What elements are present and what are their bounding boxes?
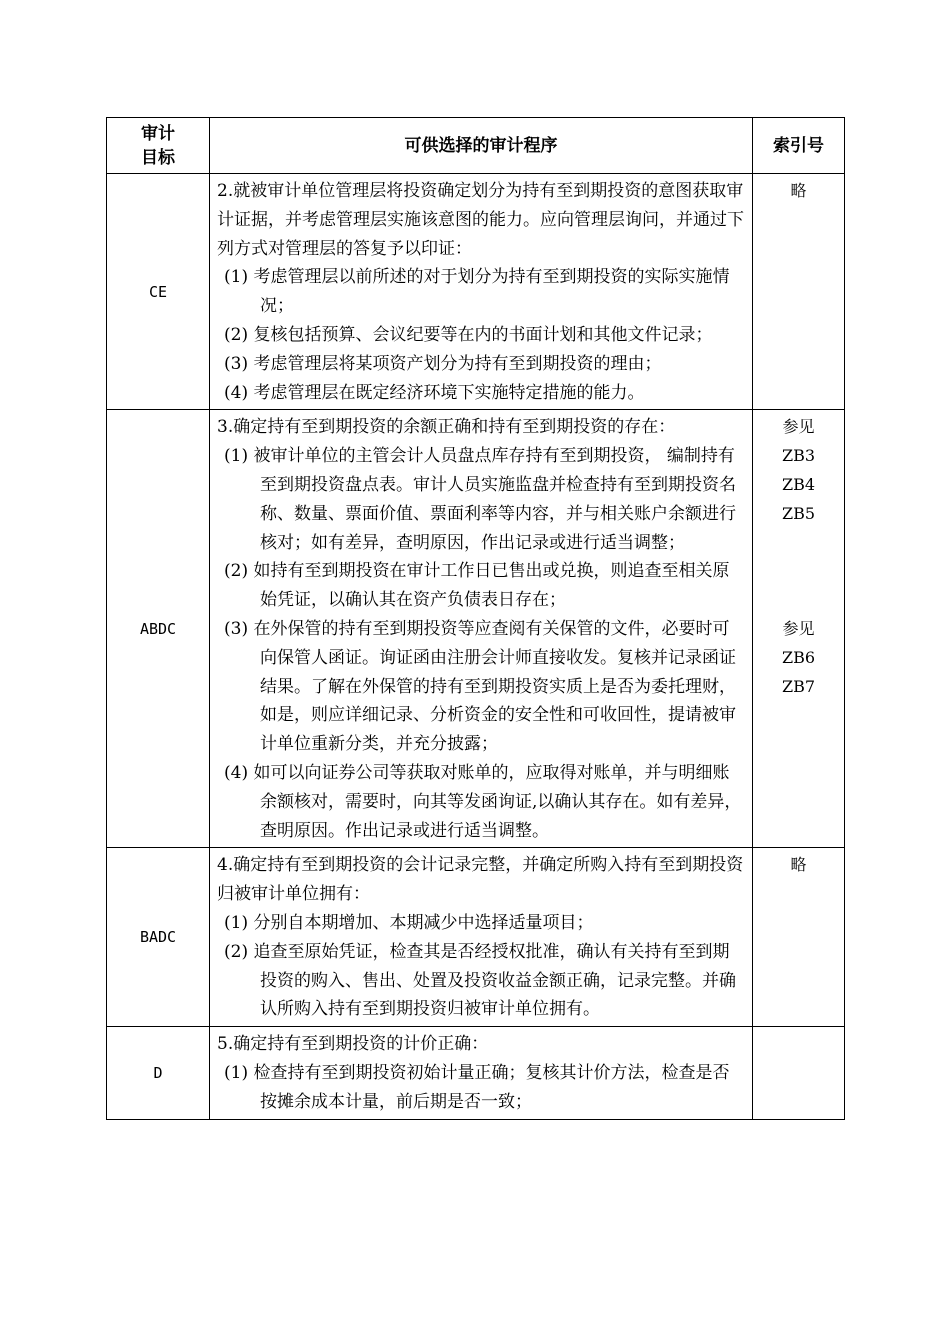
row-goal: BADC [107, 848, 210, 1027]
procedure-item: (3) 考虑管理层将某项资产划分为持有至到期投资的理由； [224, 353, 662, 374]
row-procedure [210, 1027, 753, 1119]
row-index [753, 1027, 845, 1119]
procedure-heading: 3.确定持有至到期投资的余额正确和持有至到期投资的存在： [217, 417, 676, 438]
index-ref: ZB6 [781, 647, 816, 667]
header-goal: 审计目标 [107, 118, 210, 174]
procedure-item: (2) 如持有至到期投资在审计工作日已售出或兑换，则追查至相关原始凭证，以确认其在资产负债表日存在； [224, 561, 730, 611]
table-row [107, 174, 845, 410]
procedure-item: (1) 考虑管理层以前所述的对于划分为持有至到期投资的实际实施情况； [224, 267, 730, 317]
procedure-item: (2) 追查至原始凭证，检查其是否经授权批准，确认有关持有至到期投资的购入、售出、处置及投资收益金额正确，记录完整。并确认所购入持有至到期投资归被审计单位拥有。 [224, 941, 736, 1020]
index-ref: ZB7 [781, 676, 816, 696]
row-procedure [210, 174, 753, 410]
row-goal: D [107, 1027, 210, 1119]
index-spacer [753, 529, 844, 615]
index-ref: ZB5 [781, 503, 816, 523]
procedure-item: (2) 复核包括预算、会议纪要等在内的书面计划和其他文件记录； [224, 324, 713, 345]
procedure-item: (1) 被审计单位的主管会计人员盘点库存持有至到期投资， 编制持有至到期投资盘点表。审计人员实施监盘并检查持有至到期投资名称、数量、票面价值、票面利率等内容，并与相关账户余额进行核对；如有差异，查明原因，作出记录或进行适当调整； [224, 446, 736, 553]
procedure-heading: 5.确定持有至到期投资的计价正确： [217, 1034, 489, 1055]
procedure-item: (3) 在外保管的持有至到期投资等应查阅有关保管的文件，必要时可向保管人函证。询证函由注册会计师直接收发。复核并记录函证结果。了解在外保管的持有至到期投资实质上是否为委托理财，如是，则应详细记录、分析资金的安全性和可收回性，提请被审计单位重新分类，并充分披露； [224, 618, 736, 755]
table-header-row [107, 118, 845, 174]
index-ref: 略 [790, 181, 807, 200]
row-procedure [210, 410, 753, 848]
index-ref: ZB3 [781, 446, 816, 466]
index-ref: 略 [790, 855, 807, 875]
row-goal: ABDC [107, 410, 210, 848]
audit-procedure-table [106, 117, 845, 1120]
procedure-heading: 2.就被审计单位管理层将投资确定划分为持有至到期投资的意图获取审计证据，并考虑管理层实施该意图的能力。应向管理层询问，并通过下列方式对管理层的答复予以印证： [217, 181, 744, 259]
row-index [753, 410, 845, 848]
header-procedure: 可供选择的审计程序 [210, 118, 753, 174]
header-index: 索引号 [753, 118, 845, 174]
procedure-heading: 4.确定持有至到期投资的会计记录完整，并确定所购入持有至到期投资归被审计单位拥有： [217, 855, 744, 905]
table-row [107, 1027, 845, 1119]
procedure-item: (1) 分别自本期增加、本期减少中选择适量项目； [224, 912, 594, 933]
table-row [107, 410, 845, 848]
row-goal: CE [107, 174, 210, 410]
index-ref [753, 1030, 844, 1059]
row-index [753, 174, 845, 410]
procedure-item: (1) 检查持有至到期投资初始计量正确；复核其计价方法，检查是否按摊余成本计量，前后期是否一致； [224, 1062, 730, 1112]
row-procedure [210, 848, 753, 1027]
index-ref: 参见 [782, 618, 815, 638]
procedure-item: (4) 如可以向证券公司等获取对账单的，应取得对账单，并与明细账余额核对，需要时，向其等发函询证,以确认其存在。如有差异，查明原因。作出记录或进行适当调整。 [224, 762, 742, 841]
row-index [753, 848, 845, 1027]
procedure-item: (4) 考虑管理层在既定经济环境下实施特定措施的能力。 [224, 382, 645, 403]
index-ref: 参见 [782, 417, 815, 437]
table-row [107, 848, 845, 1027]
index-ref: ZB4 [781, 474, 816, 494]
